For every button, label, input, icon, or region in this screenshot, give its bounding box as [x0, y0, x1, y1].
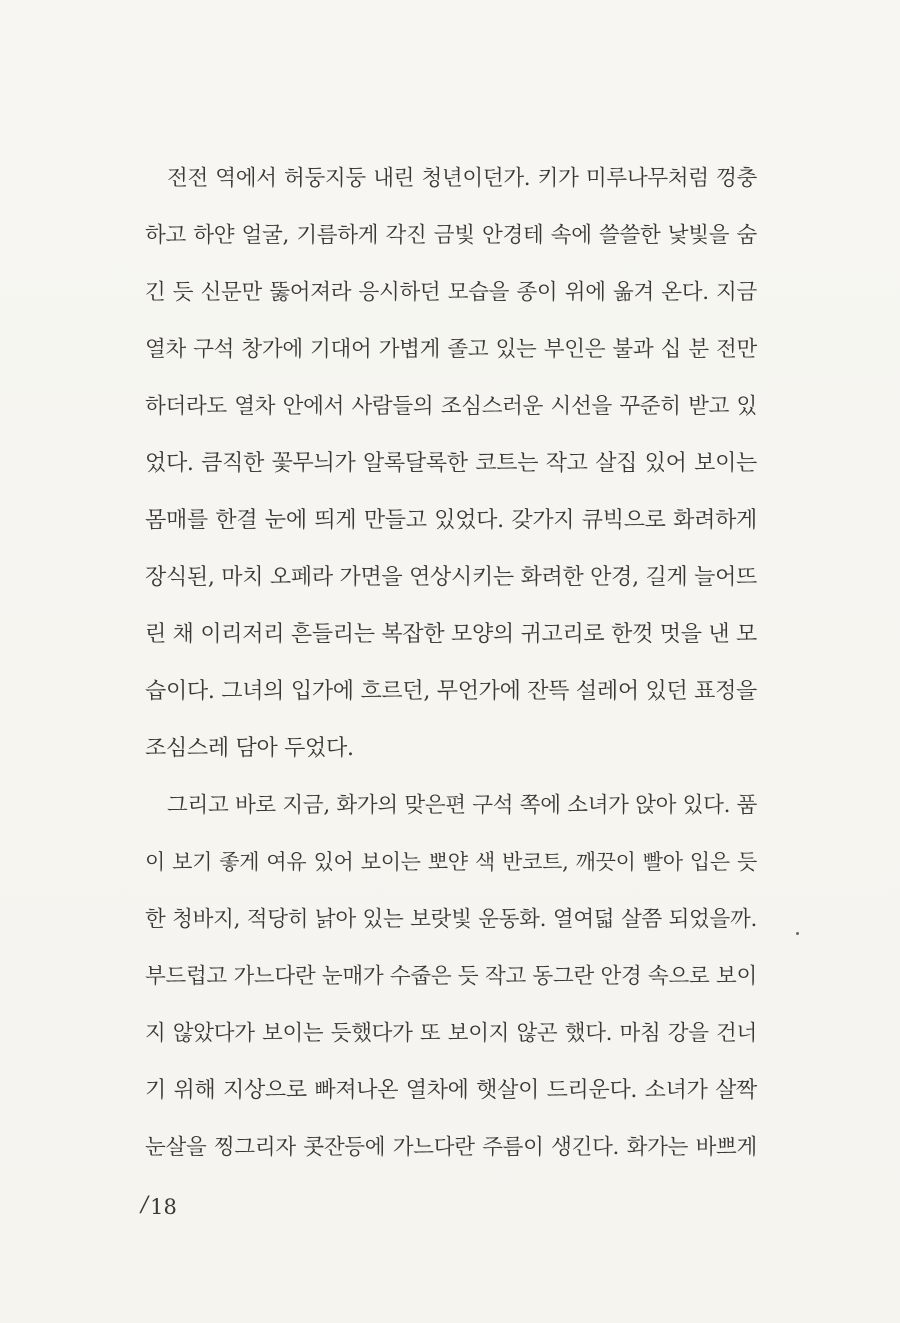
text-line: 긴 듯 신문만 뚫어져라 응시하던 모습을 종이 위에 옮겨 온다. 지금 [145, 280, 757, 305]
text-line: 하고 하얀 얼굴, 기름하게 각진 금빛 안경테 속에 쓸쓸한 낯빛을 숨 [145, 223, 757, 248]
text-line: 열차 구석 창가에 기대어 가볍게 졸고 있는 부인은 불과 십 분 전만 [145, 337, 757, 362]
text-line: 눈살을 찡그리자 콧잔등에 가느다란 주름이 생긴다. 화가는 바쁘게 [145, 1135, 757, 1160]
text-line: 장식된, 마치 오페라 가면을 연상시키는 화려한 안경, 길게 늘어뜨 [145, 565, 757, 590]
text-line: 전전 역에서 허둥지둥 내린 청년이던가. 키가 미루나무처럼 껑충 [167, 166, 757, 191]
text-line: 기 위해 지상으로 빠져나온 열차에 햇살이 드리운다. 소녀가 살짝 [145, 1078, 757, 1103]
paper-speck [796, 932, 799, 935]
text-line: 그리고 바로 지금, 화가의 맞은편 구석 쪽에 소녀가 앉아 있다. 품 [167, 793, 758, 818]
text-line: 지 않았다가 보이는 듯했다가 또 보이지 않곤 했다. 마침 강을 건너 [145, 1021, 757, 1046]
text-line: 었다. 큼직한 꽃무늬가 알록달록한 코트는 작고 살집 있어 보이는 [145, 451, 757, 476]
text-line: 습이다. 그녀의 입가에 흐르던, 무언가에 잔뜩 설레어 있던 표정을 [145, 679, 757, 704]
text-line: 조심스레 담아 두었다. [145, 736, 354, 761]
text-line: 부드럽고 가느다란 눈매가 수줍은 듯 작고 동그란 안경 속으로 보이 [145, 964, 757, 989]
text-line: 한 청바지, 적당히 낡아 있는 보랏빛 운동화. 열여덟 살쯤 되었을까. [145, 907, 757, 932]
text-line: 몸매를 한결 눈에 띄게 만들고 있었다. 갖가지 큐빅으로 화려하게 [145, 508, 757, 533]
body-text [145, 150, 757, 1176]
text-line: 린 채 이리저리 흔들리는 복잡한 모양의 귀고리로 한껏 멋을 낸 모 [145, 622, 757, 647]
page-number [141, 1192, 177, 1219]
text-line: 이 보기 좋게 여유 있어 보이는 뽀얀 색 반코트, 깨끗이 빨아 입은 듯 [145, 850, 757, 874]
slash-ornament-icon: / [141, 1192, 149, 1216]
text-line: 하더라도 열차 안에서 사람들의 조심스러운 시선을 꾸준히 받고 있 [145, 394, 757, 419]
page-number-value: 18 [150, 1195, 177, 1219]
